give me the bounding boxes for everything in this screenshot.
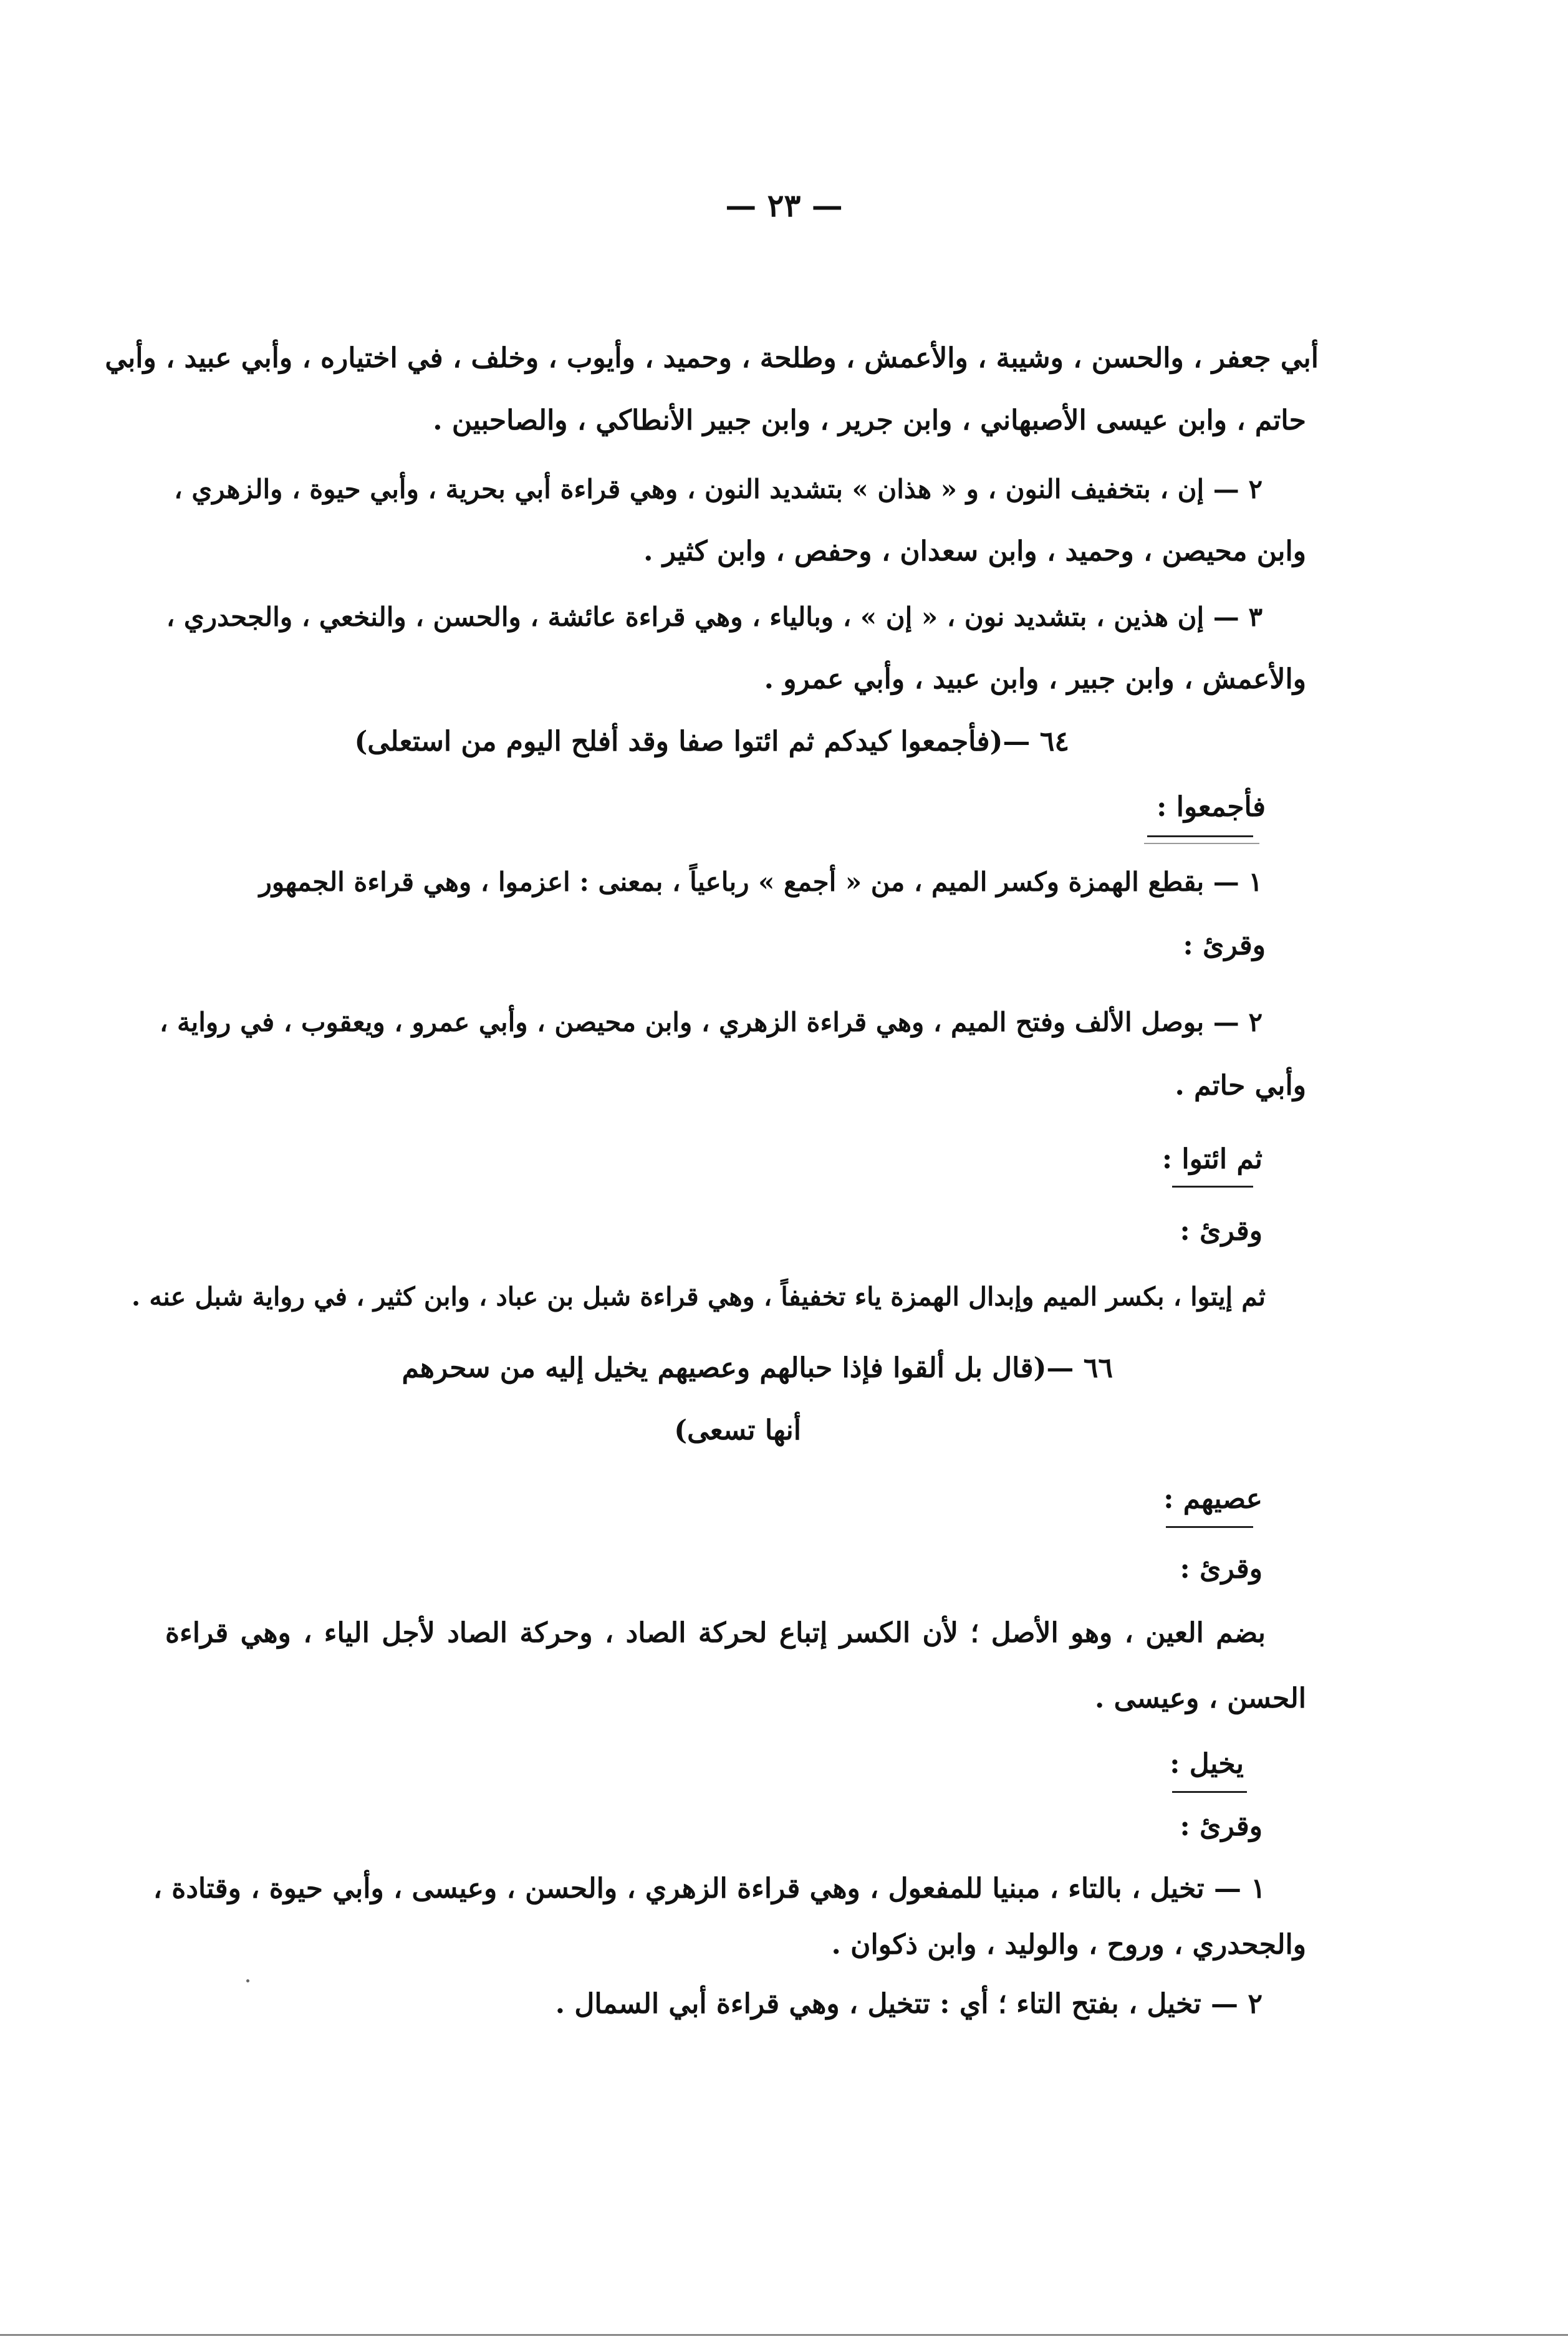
page-bottom-edge	[0, 2334, 1568, 2336]
qura-label: وقرئ :	[1180, 1553, 1263, 1585]
paragraph-line: وابن محيصن ، وحميد ، وابن سعدان ، وحفص ، وابن كثير .	[643, 536, 1306, 567]
qura-label: وقرئ :	[1183, 929, 1266, 961]
paragraph-line: الحسن ، وعيسى .	[1095, 1683, 1306, 1714]
qura-label: وقرئ :	[1180, 1810, 1263, 1842]
qura-label: وقرئ :	[1180, 1215, 1263, 1247]
word-heading: فأجمعوا :	[1157, 791, 1266, 823]
scan-speck	[246, 1979, 249, 1982]
paragraph-line: ٢ — بوصل الألف وفتح الميم ، وهي قراءة الزهري ، وابن محيصن ، وأبي عمرو ، ويعقوب ، في رواية ،	[159, 1007, 1263, 1037]
paragraph-line: ١ — بقطع الهمزة وكسر الميم ، من « أجمع » رباعياً ، بمعنى : اعزموا ، وهي قراءة الجمهور	[259, 867, 1263, 897]
verse-heading: أنها تسعى)	[674, 1414, 801, 1446]
heading-underline	[1147, 835, 1253, 837]
heading-underline	[1144, 843, 1259, 844]
paragraph-line: بضم العين ، وهو الأصل ؛ لأن الكسر إتباع لحركة الصاد ، وحركة الصاد لأجل الياء ، وهي قراءة	[165, 1617, 1266, 1649]
word-heading: ثم ائتوا :	[1162, 1143, 1263, 1175]
word-heading: يخيل :	[1170, 1748, 1244, 1780]
paragraph-line: ٢ — تخيل ، بفتح التاء ؛ أي : تتخيل ، وهي قراءة أبي السمال .	[555, 1988, 1263, 2020]
paragraph-line: حاتم ، وابن عيسى الأصبهاني ، وابن جرير ، وابن جبير الأنطاكي ، والصاحبين .	[433, 405, 1306, 436]
word-heading: عصيهم :	[1163, 1483, 1263, 1515]
heading-underline	[1166, 1526, 1253, 1528]
paragraph-line: والجحدري ، وروح ، والوليد ، وابن ذكوان .	[831, 1929, 1306, 1961]
paragraph-line: ٢ — إن ، بتخفيف النون ، و « هذان » بتشديد النون ، وهي قراءة أبي بحرية ، وأبي حيوة ، والزهري ،	[174, 474, 1263, 504]
verse-heading: ٦٦ —(قال بل ألقوا فإذا حبالهم وعصيهم يخيل إليه من سحرهم	[402, 1352, 1113, 1384]
paragraph-line: ٣ — إن هذين ، بتشديد نون ، « إن » ، وبالياء ، وهي قراءة عائشة ، والحسن ، والنخعي ، والجحدري ،	[166, 602, 1263, 632]
paragraph-line: والأعمش ، وابن جبير ، وابن عبيد ، وأبي عمرو .	[764, 663, 1306, 695]
page-number: — ٢٣ —	[725, 187, 843, 224]
heading-underline	[1172, 1791, 1247, 1793]
verse-heading: ٦٤ —(فأجمعوا كيدكم ثم ائتوا صفا وقد أفلح اليوم من استعلى)	[354, 726, 1069, 757]
paragraph-line: ١ — تخيل ، بالتاء ، مبنيا للمفعول ، وهي قراءة الزهري ، والحسن ، وعيسى ، وأبي حيوة ، وقتادة ،	[153, 1873, 1266, 1904]
paragraph-line: وأبي حاتم .	[1175, 1070, 1306, 1102]
heading-underline	[1172, 1186, 1253, 1188]
paragraph-line: أبي جعفر ، والحسن ، وشيبة ، والأعمش ، وطلحة ، وحميد ، وأيوب ، وخلف ، في اختياره ، وأبي عبيد ، وأبي	[105, 342, 1319, 374]
paragraph-line: ثم إيتوا ، بكسر الميم وإبدال الهمزة ياء تخفيفاً ، وهي قراءة شبل بن عباد ، وابن كثير ، في رواية شبل عنه .	[131, 1282, 1266, 1312]
